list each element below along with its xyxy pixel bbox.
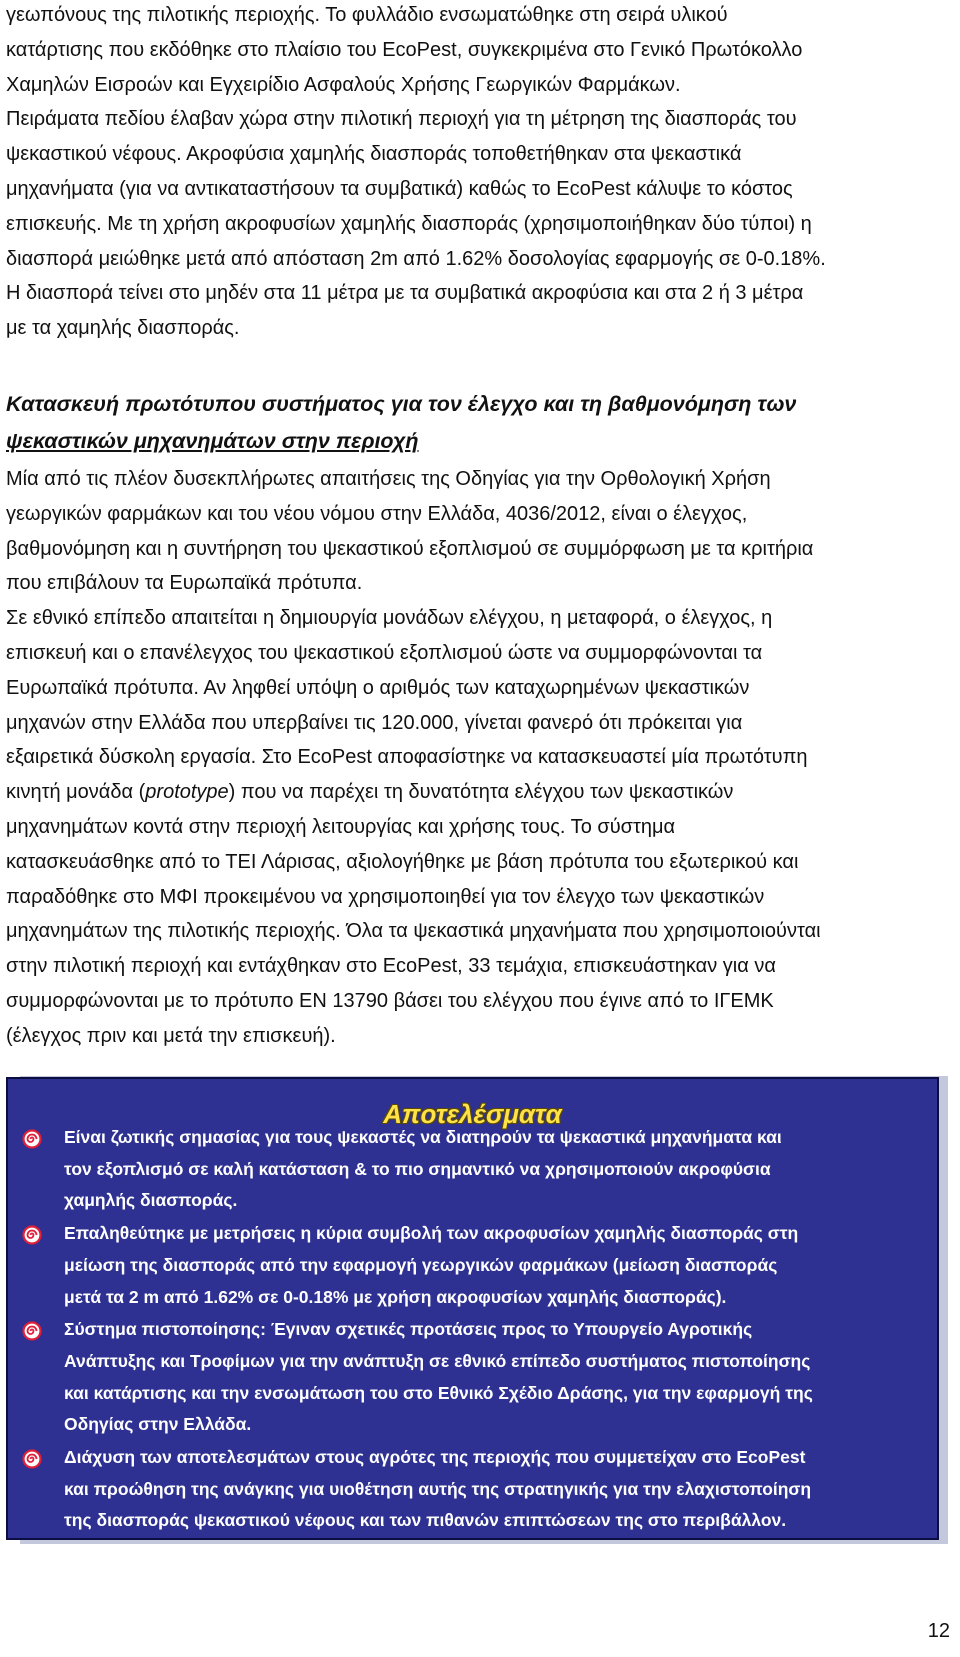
text-line: με τα χαμηλής διασποράς.	[6, 317, 240, 340]
text-line: Χαμηλών Εισροών και Εγχειρίδιο Ασφαλούς Χρήσης Γεωργικών Φαρμάκων.	[6, 73, 681, 96]
paragraph-spray-drift	[6, 0, 826, 346]
text-line: Οδηγίας στην Ελλάδα.	[64, 1414, 252, 1435]
text-line: γεωργικών φαρμάκων και του νέου νόμου στην Ελλάδα, 4036/2012, είναι ο έλεγχος,	[6, 502, 748, 525]
text-line: χαμηλής διασποράς.	[64, 1190, 238, 1211]
text-line: μείωση της διασποράς από την εφαρμογή γεωργικών φαρμάκων (μείωση διασποράς	[64, 1254, 778, 1275]
heading-line: Κατασκευή πρωτότυπου συστήματος για τον έλεγχο και τη βαθμονόμηση των	[6, 392, 797, 416]
text-line: μηχανημάτων κοντά στην περιοχή λειτουργίας και χρήσης τους. Το σύστημα	[6, 815, 676, 838]
text-line: (έλεγχος πριν και μετά την επισκευή).	[6, 1024, 336, 1047]
text-line: Διάχυση των αποτελεσμάτων στους αγρότες της περιοχής που συμμετείχαν στο EcoPest	[64, 1447, 806, 1467]
page-number: 12	[927, 1620, 950, 1642]
results-list-item-text	[64, 1314, 934, 1441]
results-list-item-text	[64, 1122, 934, 1217]
text-line: βαθμονόμηση και η συντήρηση του ψεκαστικού εξοπλισμού σε συμμόρφωση με τα κριτήρια	[6, 537, 814, 560]
text-line: μηχανήματα (για να αντικαταστήσουν τα συμβατικά) καθώς το EcoPest κάλυψε το κόστος	[6, 177, 793, 200]
text-line: γεωπόνους της πιλοτικής περιοχής. Το φυλλάδιο ενσωματώθηκε στη σειρά υλικού	[6, 4, 728, 26]
text-line: εξαιρετικά δύσκολη εργασία. Στο EcoPest αποφασίστηκε να κατασκευαστεί μία πρωτότυπη	[6, 746, 808, 769]
text-line: επισκευή και ο επανέλεγχος του ψεκαστικού εξοπλισμού ώστε να συμμορφώνονται τα	[6, 641, 763, 664]
text-line: Σύστημα πιστοποίησης: Έγιναν σχετικές προτάσεις προς το Υπουργείο Αγροτικής	[64, 1319, 753, 1340]
text-line: Σε εθνικό επίπεδο απαιτείται η δημιουργία μονάδων ελέγχου, η μεταφορά, ο έλεγχος, η	[6, 607, 773, 630]
paragraph-prototype-unit	[6, 462, 821, 1054]
text-line: τον εξοπλισμό σε καλή κατάσταση & το πιο σημαντικό να χρησιμοποιούν ακροφύσια	[64, 1158, 771, 1179]
text-line: Επαληθεύτηκε με μετρήσεις η κύρια συμβολή των ακροφυσίων χαμηλής διασποράς στη	[64, 1223, 799, 1244]
text-line: Μία από τις πλέον δυσεκπλήρωτες απαιτήσεις της Οδηγίας για την Ορθολογική Χρήση	[6, 468, 771, 490]
text-line: κατασκευάσθηκε από το ΤΕΙ Λάρισας, αξιολογήθηκε με βάση πρότυπα του εξωτερικού και	[6, 850, 799, 873]
text-line: διασπορά μειώθηκε μετά από απόσταση 2m από 1.62% δοσολογίας εφαρμογής σε 0-0.18%.	[6, 247, 826, 270]
results-list-item-text	[64, 1442, 934, 1537]
text-line: που επιβάλουν τα Ευρωπαϊκά πρότυπα.	[6, 572, 363, 595]
text-line: ψεκαστικού νέφους. Ακροφύσια χαμηλής διασποράς τοποθετήθηκαν στα ψεκαστικά	[6, 143, 742, 166]
text-line: Η διασπορά τείνει στο μηδέν στα 11 μέτρα με τα συμβατικά ακροφύσια και στα 2 ή 3 μέτρα	[6, 282, 804, 305]
spiral-bullet-icon	[22, 1129, 42, 1149]
section-heading	[6, 386, 956, 460]
text-line: κατάρτισης που εκδόθηκε στο πλαίσιο του EcoPest, συγκεκριμένα στο Γενικό Πρωτόκολλο	[6, 38, 803, 61]
text-line: και προώθηση της ανάγκης για υιοθέτηση αυτής της στρατηγικής για την ελαχιστοποίηση	[64, 1478, 812, 1499]
text-line: Ευρωπαϊκά πρότυπα. Αν ληφθεί υπόψη ο αριθμός των καταχωρημένων ψεκαστικών	[6, 676, 750, 699]
text-line: και κατάρτισης και την ενσωμάτωση του στο Εθνικό Σχέδιο Δράσης, για την εφαρμογή της	[64, 1382, 813, 1403]
text-line: μετά τα 2 m από 1.62% σε 0-0.18% με χρήση ακροφυσίων χαμηλής διασποράς).	[64, 1286, 727, 1307]
text-line: Πειράματα πεδίου έλαβαν χώρα στην πιλοτική περιοχή για τη μέτρηση της διασποράς του	[6, 108, 797, 131]
text-line: της διασποράς ψεκαστικού νέφους και των πιθανών επιπτώσεων της στο περιβάλλον.	[64, 1510, 787, 1531]
text-line: μηχανημάτων της πιλοτικής περιοχής. Όλα τα ψεκαστικά μηχανήματα που χρησιμοποιούνται	[6, 920, 821, 943]
results-list-item-text	[64, 1218, 934, 1313]
text-line: συμμορφώνονται με το πρότυπο ΕΝ 13790 βάσει του ελέγχου που έγινε από το ΙΓΕΜΚ	[6, 989, 774, 1012]
heading-line: ψεκαστικών μηχανημάτων στην περιοχή	[6, 429, 419, 453]
text-line: κινητή μονάδα (prototype) που να παρέχει τη δυνατότητα ελέγχου των ψεκαστικών	[6, 781, 734, 804]
spiral-bullet-icon	[22, 1321, 42, 1341]
results-title: Αποτελέσματα	[383, 1099, 562, 1129]
text-line: Είναι ζωτικής σημασίας για τους ψεκαστές να διατηρούν τα ψεκαστικά μηχανήματα και	[64, 1127, 782, 1147]
text-line: επισκευής. Με τη χρήση ακροφυσίων χαμηλής διασποράς (χρησιμοποιήθηκαν δύο τύποι) η	[6, 212, 812, 235]
text-line: στην πιλοτική περιοχή και εντάχθηκαν στο EcoPest, 33 τεμάχια, επισκευάστηκαν για να	[6, 955, 776, 978]
spiral-bullet-icon	[22, 1449, 42, 1469]
text-line: παραδόθηκε στο ΜΦΙ προκειμένου να χρησιμοποιηθεί για τον έλεγχο των ψεκαστικών	[6, 885, 765, 908]
spiral-bullet-icon	[22, 1225, 42, 1245]
text-line: μηχανών στην Ελλάδα που υπερβαίνει τις 120.000, γίνεται φανερό ότι πρόκειται για	[6, 711, 743, 734]
text-line: Ανάπτυξης και Τροφίμων για την ανάπτυξη σε εθνικό επίπεδο συστήματος πιστοποίησης	[64, 1350, 811, 1371]
results-box	[6, 1077, 939, 1540]
emphasized-word: prototype	[145, 781, 229, 804]
